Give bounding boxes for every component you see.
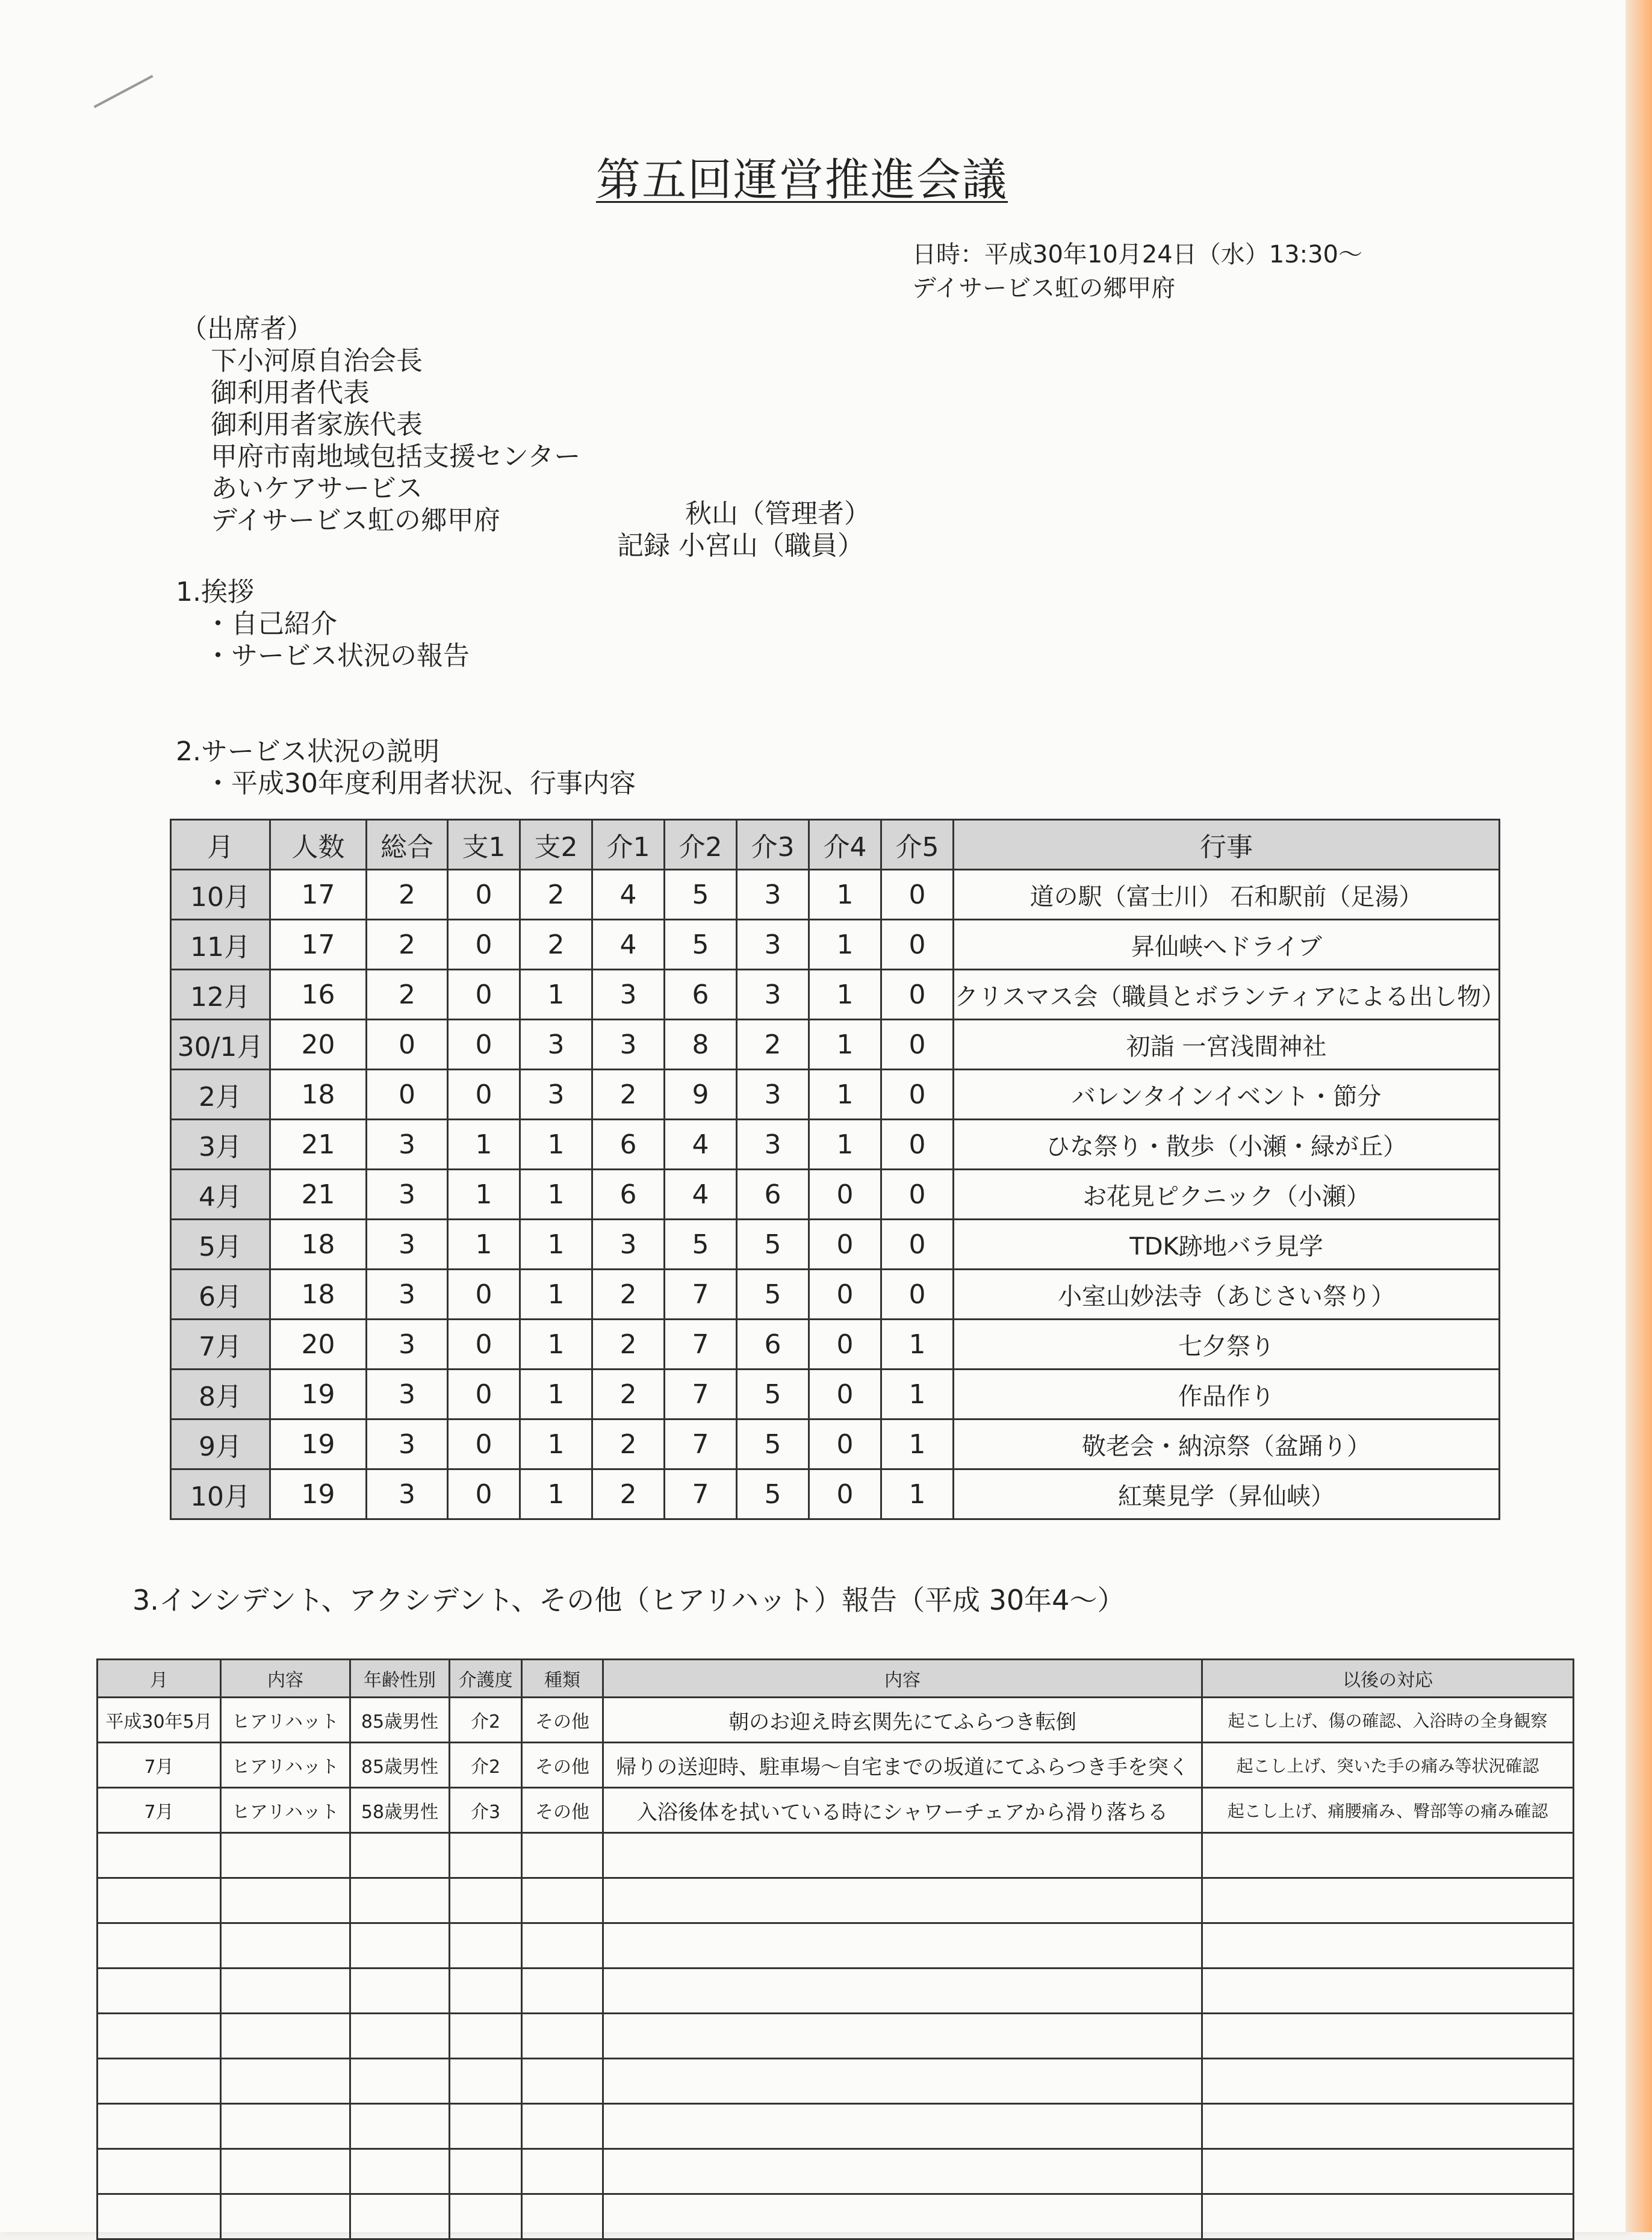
usage-cell-value: 3 <box>367 1370 448 1419</box>
incident-cell <box>221 2059 350 2104</box>
usage-cell-value: 1 <box>448 1120 520 1170</box>
usage-cell-value: 16 <box>270 970 367 1020</box>
usage-row <box>171 920 1500 970</box>
incident-cell: その他 <box>522 1743 603 1788</box>
incident-cell: 介2 <box>450 1743 522 1788</box>
usage-cell-value: 1 <box>809 1120 881 1170</box>
usage-cell-value: 5 <box>737 1370 809 1419</box>
incident-cell <box>522 1878 603 1923</box>
attendee-recorder: 記録 小宮山（職員） <box>617 530 864 561</box>
usage-cell-value: 19 <box>270 1419 367 1469</box>
incident-row <box>98 1698 1574 1743</box>
usage-cell-value: 0 <box>809 1220 881 1270</box>
attendee-1: 下小河原自治会長 <box>211 346 423 376</box>
attendee-manager: 秋山（管理者） <box>685 498 871 529</box>
header-event: 行事 <box>954 820 1500 870</box>
incident-cell <box>221 1878 350 1923</box>
incident-cell <box>603 1923 1202 1969</box>
usage-cell-value: 1 <box>448 1220 520 1270</box>
incident-cell <box>450 1833 522 1878</box>
usage-cell-event: 七夕祭り <box>954 1320 1500 1370</box>
usage-cell-value: 2 <box>592 1370 665 1419</box>
usage-cell-value: 6 <box>737 1320 809 1370</box>
header-shi1: 支1 <box>448 820 520 870</box>
incident-cell <box>522 2149 603 2194</box>
incident-cell <box>221 1969 350 2014</box>
usage-cell-value: 1 <box>881 1469 954 1519</box>
incident-cell: その他 <box>522 1788 603 1833</box>
usage-cell-value: 1 <box>520 1469 592 1519</box>
usage-cell-month: 8月 <box>171 1370 270 1419</box>
usage-cell-month: 3月 <box>171 1120 270 1170</box>
incident-cell <box>350 2149 450 2194</box>
usage-cell-month: 5月 <box>171 1220 270 1270</box>
incident-cell: その他 <box>522 1698 603 1743</box>
incident-row <box>98 1788 1574 1833</box>
incident-cell <box>603 1833 1202 1878</box>
incident-cell <box>450 2104 522 2149</box>
usage-cell-value: 3 <box>520 1070 592 1120</box>
incident-cell <box>98 2149 221 2194</box>
incident-row-empty <box>98 1833 1574 1878</box>
usage-cell-value: 3 <box>737 920 809 970</box>
usage-cell-value: 1 <box>520 1170 592 1220</box>
usage-cell-month: 12月 <box>171 970 270 1020</box>
incident-cell: 平成30年5月 <box>98 1698 221 1743</box>
header-kai4: 介4 <box>809 820 881 870</box>
incident-cell <box>603 1969 1202 2014</box>
usage-cell-value: 1 <box>809 870 881 920</box>
usage-cell-event: 敬老会・納涼祭（盆踊り） <box>954 1419 1500 1469</box>
incident-cell: ヒアリハット <box>221 1788 350 1833</box>
attendees-block <box>181 313 580 536</box>
usage-cell-value: 1 <box>809 1070 881 1120</box>
usage-cell-value: 6 <box>592 1120 665 1170</box>
attendee-2: 御利用者代表 <box>211 377 370 408</box>
incident-cell <box>603 1878 1202 1923</box>
usage-cell-value: 0 <box>809 1270 881 1320</box>
usage-row <box>171 1220 1500 1270</box>
incident-cell <box>1202 2194 1574 2239</box>
incident-cell <box>603 2194 1202 2239</box>
usage-cell-value: 0 <box>448 1070 520 1120</box>
usage-cell-value: 20 <box>270 1020 367 1070</box>
incident-cell <box>221 2149 350 2194</box>
usage-cell-value: 5 <box>737 1220 809 1270</box>
usage-cell-value: 7 <box>665 1469 737 1519</box>
incident-cell <box>98 1833 221 1878</box>
incident-cell <box>98 2104 221 2149</box>
incident-cell <box>350 2104 450 2149</box>
usage-cell-month: 10月 <box>171 870 270 920</box>
header-sogo: 総合 <box>367 820 448 870</box>
usage-row <box>171 1419 1500 1469</box>
usage-cell-value: 1 <box>520 1320 592 1370</box>
incident-cell <box>221 2014 350 2059</box>
usage-cell-value: 8 <box>665 1020 737 1070</box>
incident-cell: 介2 <box>450 1698 522 1743</box>
usage-cell-value: 5 <box>737 1469 809 1519</box>
incident-cell: ヒアリハット <box>221 1698 350 1743</box>
header-count: 人数 <box>270 820 367 870</box>
incident-cell <box>450 2014 522 2059</box>
usage-cell-value: 2 <box>592 1070 665 1120</box>
incident-cell <box>221 1833 350 1878</box>
section1-heading: 1.挨拶 <box>176 577 254 607</box>
usage-table-header <box>171 820 1500 870</box>
incident-cell: 起こし上げ、突いた手の痛み等状況確認 <box>1202 1743 1574 1788</box>
section2-heading: 2.サービス状況の説明 <box>176 736 439 767</box>
incident-cell <box>98 1878 221 1923</box>
incident-cell <box>522 1833 603 1878</box>
incident-cell <box>1202 2104 1574 2149</box>
incident-cell <box>350 1969 450 2014</box>
incident-header-type: 種類 <box>522 1660 603 1698</box>
usage-cell-value: 2 <box>592 1320 665 1370</box>
incident-cell <box>1202 2014 1574 2059</box>
usage-cell-value: 7 <box>665 1270 737 1320</box>
usage-cell-value: 1 <box>809 920 881 970</box>
usage-cell-value: 0 <box>881 970 954 1020</box>
usage-cell-value: 20 <box>270 1320 367 1370</box>
incident-header-age: 年齢性別 <box>350 1660 450 1698</box>
incident-cell: ヒアリハット <box>221 1743 350 1788</box>
usage-row <box>171 1320 1500 1370</box>
usage-row <box>171 870 1500 920</box>
incident-cell <box>1202 1878 1574 1923</box>
incident-cell <box>522 2104 603 2149</box>
usage-cell-value: 18 <box>270 1220 367 1270</box>
usage-row <box>171 1170 1500 1220</box>
incident-table-header <box>98 1660 1574 1698</box>
incident-row-empty <box>98 1969 1574 2014</box>
incident-header-content: 内容 <box>221 1660 350 1698</box>
usage-row <box>171 1370 1500 1419</box>
incident-header-response: 以後の対応 <box>1202 1660 1574 1698</box>
incident-header-care: 介護度 <box>450 1660 522 1698</box>
usage-cell-value: 21 <box>270 1120 367 1170</box>
incident-cell <box>221 2194 350 2239</box>
section3-heading: 3.インシデント、アクシデント、その他（ヒアリハット）報告（平成 30年4～） <box>132 1584 1125 1616</box>
usage-cell-value: 18 <box>270 1070 367 1120</box>
incident-cell <box>1202 1969 1574 2014</box>
incident-cell <box>1202 2059 1574 2104</box>
usage-cell-event: 昇仙峡へドライブ <box>954 920 1500 970</box>
incident-cell <box>450 1878 522 1923</box>
usage-cell-month: 2月 <box>171 1070 270 1120</box>
usage-cell-value: 2 <box>367 970 448 1020</box>
usage-cell-value: 0 <box>448 1370 520 1419</box>
incident-header-month: 月 <box>98 1660 221 1698</box>
incident-cell <box>98 1969 221 2014</box>
section1-item-2: ・サービス状況の報告 <box>205 641 470 671</box>
background-edge <box>1626 0 1652 2232</box>
incident-row-empty <box>98 2194 1574 2239</box>
header-kai5: 介5 <box>881 820 954 870</box>
attendees-heading: （出席者） <box>181 314 313 344</box>
incident-cell <box>350 2014 450 2059</box>
incident-cell: 起こし上げ、傷の確認、入浴時の全身観察 <box>1202 1698 1574 1743</box>
usage-cell-value: 19 <box>270 1469 367 1519</box>
meeting-datetime: 日時：平成30年10月24日（水）13:30～ <box>912 241 1362 268</box>
usage-cell-value: 1 <box>520 1370 592 1419</box>
usage-cell-value: 17 <box>270 920 367 970</box>
incident-cell: 入浴後体を拭いている時にシャワーチェアから滑り落ちる <box>603 1788 1202 1833</box>
attendee-3: 御利用者家族代表 <box>211 409 423 440</box>
usage-cell-value: 0 <box>809 1170 881 1220</box>
incident-cell <box>350 1923 450 1969</box>
usage-cell-value: 3 <box>367 1120 448 1170</box>
usage-cell-month: 11月 <box>171 920 270 970</box>
usage-cell-value: 3 <box>592 970 665 1020</box>
usage-cell-value: 3 <box>737 870 809 920</box>
incident-header-detail: 内容 <box>603 1660 1202 1698</box>
usage-cell-month: 6月 <box>171 1270 270 1320</box>
usage-table <box>170 819 1506 1520</box>
page-title: 第五回運営推進会議 <box>596 154 1008 206</box>
usage-cell-value: 2 <box>737 1020 809 1070</box>
usage-cell-value: 1 <box>520 1120 592 1170</box>
usage-cell-value: 0 <box>367 1020 448 1070</box>
usage-cell-value: 3 <box>520 1020 592 1070</box>
usage-cell-value: 0 <box>809 1370 881 1419</box>
usage-cell-month: 4月 <box>171 1170 270 1220</box>
incident-cell <box>350 1833 450 1878</box>
usage-cell-value: 6 <box>737 1170 809 1220</box>
header-kai3: 介3 <box>737 820 809 870</box>
usage-cell-event: TDK跡地バラ見学 <box>954 1220 1500 1270</box>
incident-cell <box>450 1969 522 2014</box>
usage-cell-value: 0 <box>881 1020 954 1070</box>
incident-cell: 7月 <box>98 1743 221 1788</box>
section2-sub: ・平成30年度利用者状況、行事内容 <box>205 768 636 799</box>
usage-cell-value: 0 <box>881 1220 954 1270</box>
usage-cell-value: 1 <box>809 1020 881 1070</box>
header-kai2: 介2 <box>665 820 737 870</box>
usage-cell-value: 1 <box>448 1170 520 1220</box>
usage-cell-value: 1 <box>520 1270 592 1320</box>
incident-cell <box>522 2059 603 2104</box>
incident-row-empty <box>98 1878 1574 1923</box>
usage-cell-month: 7月 <box>171 1320 270 1370</box>
incident-cell <box>450 2059 522 2104</box>
usage-cell-event: 初詣 一宮浅間神社 <box>954 1020 1500 1070</box>
incident-cell <box>522 2014 603 2059</box>
usage-cell-value: 0 <box>367 1070 448 1120</box>
meeting-place: デイサービス虹の郷甲府 <box>912 275 1176 302</box>
incident-cell <box>522 1923 603 1969</box>
incident-cell <box>350 2194 450 2239</box>
usage-cell-value: 1 <box>809 970 881 1020</box>
usage-cell-value: 7 <box>665 1320 737 1370</box>
attendee-4: 甲府市南地域包括支援センター <box>211 441 581 472</box>
incident-row-empty <box>98 1923 1574 1969</box>
usage-cell-value: 0 <box>448 1469 520 1519</box>
incident-cell <box>1202 1833 1574 1878</box>
incident-cell <box>350 1878 450 1923</box>
usage-cell-value: 3 <box>737 1070 809 1120</box>
usage-cell-event: 紅葉見学（昇仙峡） <box>954 1469 1500 1519</box>
incident-cell: 85歳男性 <box>350 1743 450 1788</box>
incident-row-empty <box>98 2104 1574 2149</box>
usage-cell-value: 0 <box>448 1419 520 1469</box>
incident-cell: 帰りの送迎時、駐車場～自宅までの坂道にてふらつき手を突く <box>603 1743 1202 1788</box>
usage-cell-value: 2 <box>592 1419 665 1469</box>
usage-cell-value: 0 <box>448 1270 520 1320</box>
usage-cell-value: 1 <box>520 1220 592 1270</box>
incident-cell <box>603 2104 1202 2149</box>
incident-cell <box>98 2059 221 2104</box>
usage-cell-value: 4 <box>665 1170 737 1220</box>
incident-cell <box>1202 1923 1574 1969</box>
usage-cell-event: お花見ピクニック（小瀬） <box>954 1170 1500 1220</box>
usage-cell-value: 5 <box>737 1270 809 1320</box>
usage-cell-value: 0 <box>448 1020 520 1070</box>
usage-cell-value: 0 <box>448 970 520 1020</box>
usage-cell-value: 4 <box>665 1120 737 1170</box>
usage-cell-value: 2 <box>592 1270 665 1320</box>
usage-cell-value: 0 <box>448 870 520 920</box>
incident-cell <box>450 1923 522 1969</box>
usage-cell-value: 4 <box>592 870 665 920</box>
usage-cell-value: 3 <box>737 970 809 1020</box>
incident-cell <box>1202 2149 1574 2194</box>
incident-cell: 朝のお迎え時玄関先にてふらつき転倒 <box>603 1698 1202 1743</box>
usage-cell-value: 1 <box>520 1419 592 1469</box>
usage-cell-value: 0 <box>881 1170 954 1220</box>
usage-row <box>171 1070 1500 1120</box>
usage-cell-value: 3 <box>592 1220 665 1270</box>
incident-cell <box>522 1969 603 2014</box>
usage-cell-value: 7 <box>665 1370 737 1419</box>
incident-row <box>98 1743 1574 1788</box>
usage-cell-value: 5 <box>665 1220 737 1270</box>
section1-item-1: ・自己紹介 <box>205 609 337 639</box>
usage-cell-value: 18 <box>270 1270 367 1320</box>
usage-cell-value: 2 <box>367 920 448 970</box>
incident-cell <box>603 2149 1202 2194</box>
usage-cell-value: 4 <box>592 920 665 970</box>
incident-row-empty <box>98 2059 1574 2104</box>
usage-cell-value: 3 <box>592 1020 665 1070</box>
usage-cell-value: 0 <box>809 1469 881 1519</box>
incident-cell <box>603 2059 1202 2104</box>
usage-cell-event: 小室山妙法寺（あじさい祭り） <box>954 1270 1500 1320</box>
usage-cell-value: 2 <box>367 870 448 920</box>
incident-row-empty <box>98 2014 1574 2059</box>
usage-cell-event: クリスマス会（職員とボランティアによる出し物） <box>954 970 1500 1020</box>
usage-cell-month: 30/1月 <box>171 1020 270 1070</box>
incident-cell <box>450 2194 522 2239</box>
header-kai1: 介1 <box>592 820 665 870</box>
usage-cell-value: 6 <box>592 1170 665 1220</box>
usage-cell-value: 0 <box>809 1419 881 1469</box>
meeting-meta <box>912 238 1362 305</box>
attendee-6: デイサービス虹の郷甲府 <box>211 505 500 536</box>
usage-cell-value: 0 <box>448 1320 520 1370</box>
usage-cell-value: 5 <box>737 1419 809 1469</box>
usage-cell-value: 0 <box>448 920 520 970</box>
usage-cell-value: 0 <box>881 1120 954 1170</box>
usage-row <box>171 1020 1500 1070</box>
header-shi2: 支2 <box>520 820 592 870</box>
usage-cell-event: ひな祭り・散歩（小瀬・緑が丘） <box>954 1120 1500 1170</box>
attendee-5: あいケアサービス <box>211 473 423 504</box>
usage-cell-value: 1 <box>520 970 592 1020</box>
usage-cell-value: 2 <box>520 920 592 970</box>
incident-cell: 介3 <box>450 1788 522 1833</box>
usage-cell-month: 9月 <box>171 1419 270 1469</box>
usage-row <box>171 1120 1500 1170</box>
usage-row <box>171 1270 1500 1320</box>
usage-cell-value: 21 <box>270 1170 367 1220</box>
usage-cell-value: 2 <box>520 870 592 920</box>
incident-cell <box>350 2059 450 2104</box>
usage-cell-value: 1 <box>881 1320 954 1370</box>
incident-cell: 起こし上げ、痛腰痛み、臀部等の痛み確認 <box>1202 1788 1574 1833</box>
usage-cell-value: 0 <box>881 1070 954 1120</box>
incident-cell <box>98 2014 221 2059</box>
incident-cell <box>603 2014 1202 2059</box>
usage-cell-value: 0 <box>881 1270 954 1320</box>
usage-row <box>171 1469 1500 1519</box>
usage-cell-value: 3 <box>737 1120 809 1170</box>
incident-table <box>96 1658 1574 2240</box>
usage-cell-value: 3 <box>367 1469 448 1519</box>
usage-cell-event: バレンタインイベント・節分 <box>954 1070 1500 1120</box>
usage-row <box>171 970 1500 1020</box>
usage-cell-value: 0 <box>881 920 954 970</box>
usage-cell-value: 3 <box>367 1320 448 1370</box>
usage-cell-value: 0 <box>881 870 954 920</box>
incident-cell <box>98 2194 221 2239</box>
usage-cell-value: 1 <box>881 1370 954 1419</box>
usage-cell-month: 10月 <box>171 1469 270 1519</box>
usage-cell-value: 19 <box>270 1370 367 1419</box>
usage-cell-value: 3 <box>367 1270 448 1320</box>
usage-cell-value: 5 <box>665 870 737 920</box>
usage-cell-value: 6 <box>665 970 737 1020</box>
usage-cell-value: 17 <box>270 870 367 920</box>
incident-cell <box>450 2149 522 2194</box>
usage-cell-value: 5 <box>665 920 737 970</box>
incident-cell <box>221 1923 350 1969</box>
pen-mark <box>93 75 153 108</box>
incident-cell <box>522 2194 603 2239</box>
usage-cell-value: 9 <box>665 1070 737 1120</box>
incident-cell <box>98 1923 221 1969</box>
usage-cell-value: 0 <box>809 1320 881 1370</box>
usage-cell-event: 道の駅（富士川） 石和駅前（足湯） <box>954 870 1500 920</box>
header-month: 月 <box>171 820 270 870</box>
usage-cell-value: 3 <box>367 1170 448 1220</box>
usage-cell-value: 2 <box>592 1469 665 1519</box>
incident-cell: 7月 <box>98 1788 221 1833</box>
incident-cell: 58歳男性 <box>350 1788 450 1833</box>
incident-cell <box>221 2104 350 2149</box>
usage-cell-value: 1 <box>881 1419 954 1469</box>
usage-cell-value: 3 <box>367 1220 448 1270</box>
usage-cell-value: 7 <box>665 1419 737 1469</box>
incident-row-empty <box>98 2149 1574 2194</box>
usage-cell-event: 作品作り <box>954 1370 1500 1419</box>
incident-cell: 85歳男性 <box>350 1698 450 1743</box>
usage-cell-value: 3 <box>367 1419 448 1469</box>
